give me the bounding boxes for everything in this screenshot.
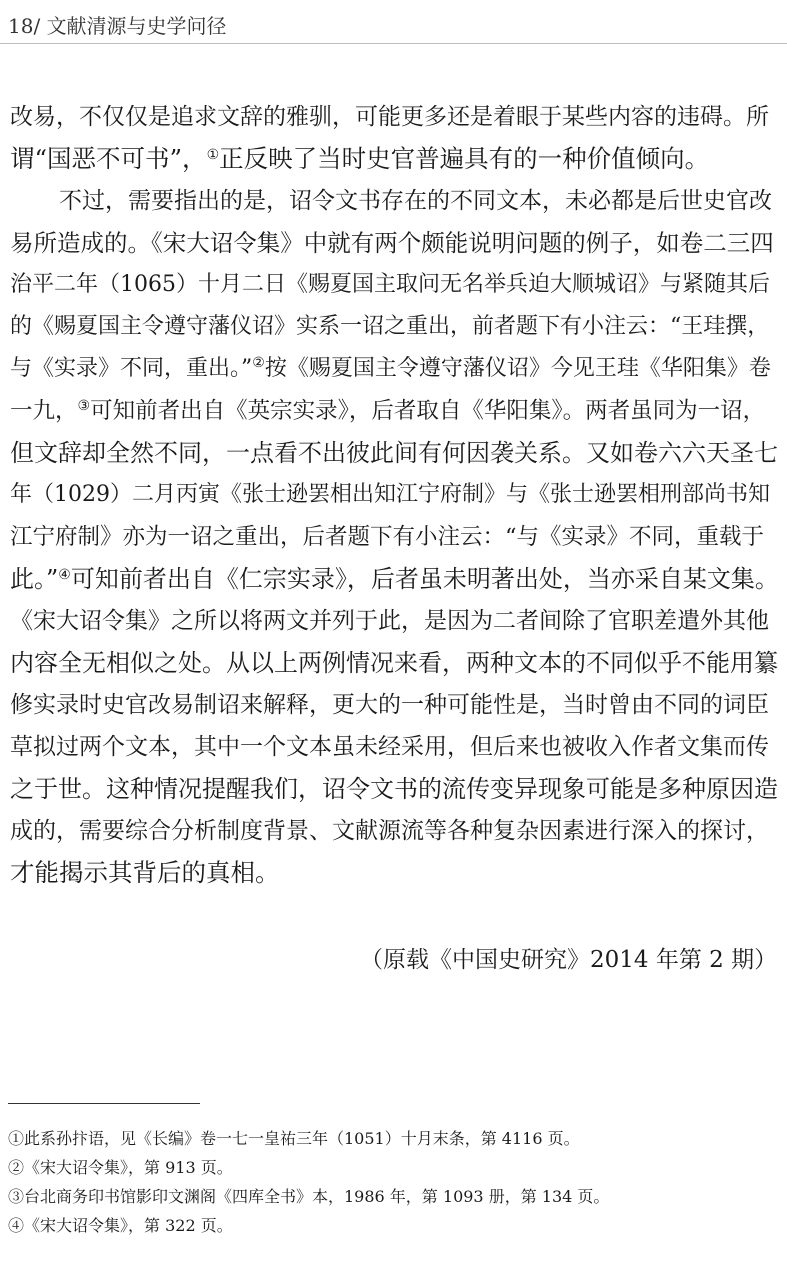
text-line: 草拟过两个文本，其中一个文本虽未经采用，但后来也被收入作者文集而传 — [10, 734, 769, 760]
page-number: 18 — [8, 14, 34, 38]
text-line: 成的，需要综合分析制度背景、文献源流等各种复杂因素进行深入的探讨， — [10, 818, 769, 844]
text-line: 修实录时史官改易制诏来解释，更大的一种可能性是，当时曾由不同的词臣 — [10, 692, 769, 718]
text-line: 不过，需要指出的是，诏令文书存在的不同文本，未必都是后世史官改 — [59, 188, 772, 214]
header-separator: / — [33, 14, 41, 38]
text-line: 江宁府制》亦为一诏之重出，后者题下有小注云：“与《实录》不同，重载于 — [10, 524, 765, 550]
running-header — [8, 12, 227, 40]
text-line: 之于世。这种情况提醒我们，诏令文书的流传变异现象可能是多种原因造 — [10, 775, 778, 803]
text-line: 治平二年（1065）十月二日《赐夏国主取问无名举兵迫大顺城诏》与紧随其后 — [10, 272, 770, 297]
body-text — [10, 96, 780, 894]
footnote-marker-1[interactable]: ① — [206, 147, 220, 163]
source-note: （原载《中国史研究》2014 年第 2 期） — [360, 947, 778, 973]
footnote-marker-2[interactable]: ② — [252, 355, 265, 371]
text-line: 《宋大诏令集》之所以将两文并列于此，是因为二者间除了官职差遣外其他 — [10, 608, 769, 634]
footnote-2: ②《宋大诏令集》，第 913 页。 — [8, 1158, 233, 1177]
footnote-1: ①此系孙抃语，见《长编》卷一七一皇祐三年（1051）十月末条，第 4116 页。 — [8, 1129, 580, 1148]
footnote-rule — [8, 1103, 200, 1104]
text-line: 谓“国恶不可书”，①正反映了当时史官普遍具有的一种价值倾向。 — [10, 144, 710, 173]
text-line: 易所造成的。《宋大诏令集》中就有两个颇能说明问题的例子，如卷二三四 — [10, 229, 774, 257]
text-line: 内容全无相似之处。从以上两例情况来看，两种文本的不同似乎不能用纂 — [10, 649, 778, 677]
text-line: 才能揭示其背后的真相。 — [10, 858, 280, 887]
text-line: 的《赐夏国主令遵守藩仪诏》实系一诏之重出，前者题下有小注云：“王珪撰， — [10, 314, 770, 339]
text-line: 此。”④可知前者出自《仁宗实录》，后者虽未明著出处，当亦采自某文集。 — [10, 565, 779, 593]
book-title: 文献清源与史学问径 — [46, 14, 227, 38]
text-line: 一九，③可知前者出自《英宗实录》，后者取自《华阳集》。两者虽同为一诏， — [10, 398, 766, 424]
footnotes — [8, 1124, 783, 1240]
text-line: 与《实录》不同，重出。”②按《赐夏国主令遵守藩仪诏》今见王珪《华阳集》卷 — [10, 355, 771, 381]
text-line: 年（1029）二月丙寅《张士逊罢相出知江宁府制》与《张士逊罢相刑部尚书知 — [10, 482, 770, 507]
text-line: 改易，不仅仅是追求文辞的雅驯，可能更多还是着眼于某些内容的违碍。所 — [10, 104, 769, 130]
header-rule — [0, 43, 787, 44]
footnote-marker-4[interactable]: ④ — [58, 567, 71, 583]
text-line: 但文辞却全然不同，一点看不出彼此间有何因袭关系。又如卷六六天圣七 — [10, 439, 778, 467]
footnote-3: ③台北商务印书馆影印文渊阁《四库全书》本，1986 年，第 1093 册，第 134 页。 — [8, 1187, 610, 1206]
footnote-4: ④《宋大诏令集》，第 322 页。 — [8, 1216, 233, 1235]
footnote-marker-3[interactable]: ③ — [77, 398, 91, 414]
